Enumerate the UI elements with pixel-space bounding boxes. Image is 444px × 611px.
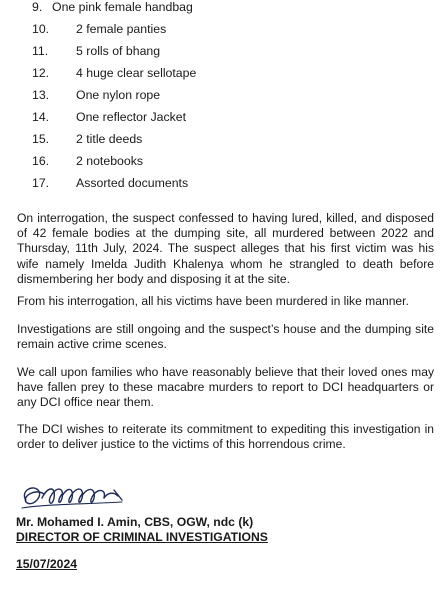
item-number: 12. (32, 66, 50, 80)
item-text: 2 title deeds (76, 132, 143, 146)
signature-image (18, 478, 126, 518)
item-number: 10. (32, 22, 50, 36)
item-text: Assorted documents (76, 176, 189, 190)
paragraph-manner: From his interrogation, all his victims have been murdered in like manner. (17, 294, 409, 308)
item-text: 4 huge clear sellotape (76, 66, 197, 80)
item-text: 5 rolls of bhang (76, 44, 161, 58)
item-number: 16. (32, 154, 50, 168)
item-text: One nylon rope (76, 88, 161, 102)
item-text: 2 notebooks (76, 154, 144, 168)
paragraph-appeal: We call upon families who have reasonably believe that their loved ones may have fallen prey to these macabre murders to report to DCI headquarters or any DCI office near them. (17, 365, 434, 410)
item-number: 17. (32, 176, 50, 190)
item-text: One reflector Jacket (76, 110, 187, 124)
item-number: 14. (32, 110, 50, 124)
signatory-title: DIRECTOR OF CRIMINAL INVESTIGATIONS (16, 530, 268, 544)
paragraph-investigations: Investigations are still ongoing and the suspect’s house and the dumping site remain active crime scenes. (17, 322, 434, 352)
item-number: 11. (32, 44, 49, 58)
paragraph-commitment: The DCI wishes to reiterate its commitment to expediting this investigation in order to deliver justice to the victims of this horrendous crime. (17, 422, 434, 452)
item-text: One pink female handbag (52, 0, 193, 14)
signatory-name: Mr. Mohamed I. Amin, CBS, OGW, ndc (k) (16, 515, 254, 529)
paragraph-interrogation: On interrogation, the suspect confessed to having lured, killed, and disposed of 42 female bodies at the dumping site, all murdered between 2022 and Thursday, 11th July, 2024. The suspect alleges that his first victim was his wife namely Imelda Judith Khalenya whom he strangled to death before dismembering her body and disposing it at the site. (17, 211, 434, 286)
item-number: 13. (32, 88, 50, 102)
item-number: 15. (32, 132, 50, 146)
item-number: 9. (32, 0, 43, 14)
document-date: 15/07/2024 (16, 557, 77, 571)
item-text: 2 female panties (76, 22, 167, 36)
